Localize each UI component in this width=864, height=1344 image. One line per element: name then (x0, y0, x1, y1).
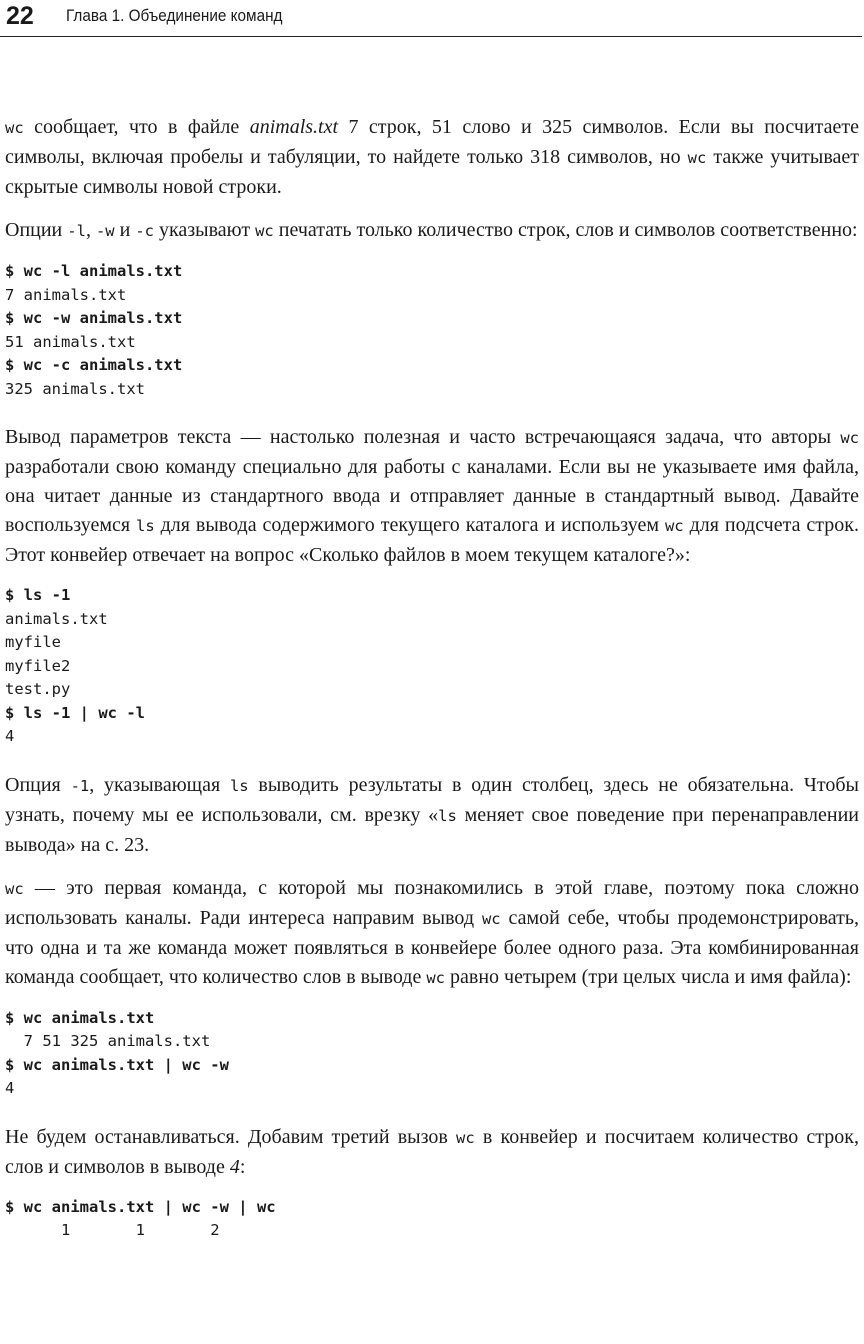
inline-code: ls (229, 776, 249, 795)
paragraph-2 (5, 216, 859, 246)
text: выводить результаты в один столбец, здесь не обязательна. Чтобы узнать, почему мы ее использовали, см. врезку « (5, 773, 859, 826)
paragraph-6 (5, 1123, 859, 1182)
code-block-4 (5, 1196, 859, 1243)
code-command: $ wc -c animals.txt (5, 356, 183, 374)
text: меняет свое поведение при перенаправлении вывода» на с. 23. (5, 803, 859, 856)
text: Не будем останавливаться. Добавим третий вызов (5, 1125, 457, 1148)
code-block-3 (5, 1007, 859, 1101)
text: самой себе, чтобы продемонстрировать, что одна и та же команда может появляться в конвейере более одного раза. Эта комбинированная команда сообщает, что количество слов в выводе (5, 906, 860, 988)
inline-code: -1 (70, 776, 90, 795)
inline-code: ls (136, 517, 155, 535)
text: печатать только количество строк, слов и символов соответственно: (273, 219, 858, 241)
inline-code: wc (426, 968, 446, 987)
code-output: 1 1 2 (5, 1221, 220, 1239)
text: в конвейер и посчитаем количество строк, слов и символов в выводе (5, 1125, 859, 1178)
code-output: 51 animals.txt (5, 332, 136, 351)
code-command: $ wc animals.txt (5, 1008, 155, 1027)
code-output: 4 (5, 727, 15, 745)
code-output: 325 animals.txt (5, 379, 145, 398)
page-body (5, 113, 859, 1265)
text: , (85, 219, 96, 241)
code-output: 7 51 325 animals.txt (5, 1032, 211, 1050)
inline-code: wc (5, 879, 24, 898)
inline-code: -l (67, 222, 86, 240)
code-block-2 (5, 584, 859, 749)
inline-code: wc (481, 909, 501, 928)
code-command: $ wc animals.txt | wc -w (5, 1055, 229, 1074)
text: разработали свою команду специально для работы с каналами. Если вы не указываете имя файла, она читает данные из стандартного ввода и отправляет данные в стандартный вывод. Давайте воспользуемся (5, 456, 859, 536)
paragraph-4 (5, 771, 859, 860)
text: также учитывает скрытые символы новой строки. (5, 146, 859, 198)
inline-code: wc (687, 149, 707, 167)
code-output: 4 (5, 1079, 15, 1097)
paragraph-5 (5, 874, 859, 993)
text: указывают (153, 219, 256, 241)
code-command: $ ls -1 | wc -l (5, 703, 145, 722)
text: Опция (5, 773, 71, 796)
text: : (239, 1155, 246, 1178)
page-number: 22 (6, 2, 34, 30)
text: равно четырем (три целых числа и имя файла): (445, 965, 852, 988)
inline-code: wc (5, 119, 24, 137)
text: сообщает, что в файле (23, 116, 250, 138)
code-output: test.py (5, 680, 71, 698)
code-command: $ ls -1 (5, 586, 71, 604)
text: , указывающая (89, 773, 230, 796)
chapter-title: Глава 1. Объединение команд (66, 6, 283, 25)
text: и (114, 219, 136, 241)
code-command: $ wc -w animals.txt (5, 309, 183, 327)
code-output: animals.txt (5, 609, 108, 628)
code-output: 7 animals.txt (5, 285, 127, 304)
page-header (0, 0, 864, 40)
inline-code: wc (664, 517, 684, 535)
text: 7 строк, 51 слово и 325 символов. Если вы посчитаете символы, включая пробелы и табуляции, то найдете только 318 символов, но (5, 116, 859, 168)
text: Вывод параметров текста — настолько полезная и часто встречающаяся задача, что авторы (5, 426, 841, 448)
paragraph-1 (5, 113, 859, 202)
text: для подсчета строк. Этот конвейер отвечает на вопрос «Сколько файлов в моем текущем каталоге?»: (5, 514, 859, 566)
emphasis: 4 (229, 1155, 240, 1178)
inline-code: wc (840, 429, 859, 447)
header-rule (0, 36, 862, 37)
code-command: $ wc animals.txt | wc -w | wc (5, 1197, 276, 1216)
inline-code: wc (255, 222, 274, 240)
text: для вывода содержимого текущего каталога и используем (154, 514, 665, 536)
inline-code: -w (95, 222, 115, 240)
inline-code: ls (438, 806, 457, 825)
paragraph-3 (5, 423, 859, 570)
text: — это первая команда, с которой мы познакомились в этой главе, поэтому пока сложно использовать каналы. Ради интереса направим вывод (5, 876, 859, 929)
text: Опции (5, 219, 68, 241)
filename-emphasis: animals.txt (249, 116, 339, 138)
code-block-1 (5, 260, 859, 401)
inline-code: wc (456, 1128, 475, 1147)
code-output: myfile2 (5, 656, 71, 675)
code-output: myfile (5, 633, 61, 651)
code-command: $ wc -l animals.txt (5, 262, 183, 280)
inline-code: -c (135, 222, 154, 240)
